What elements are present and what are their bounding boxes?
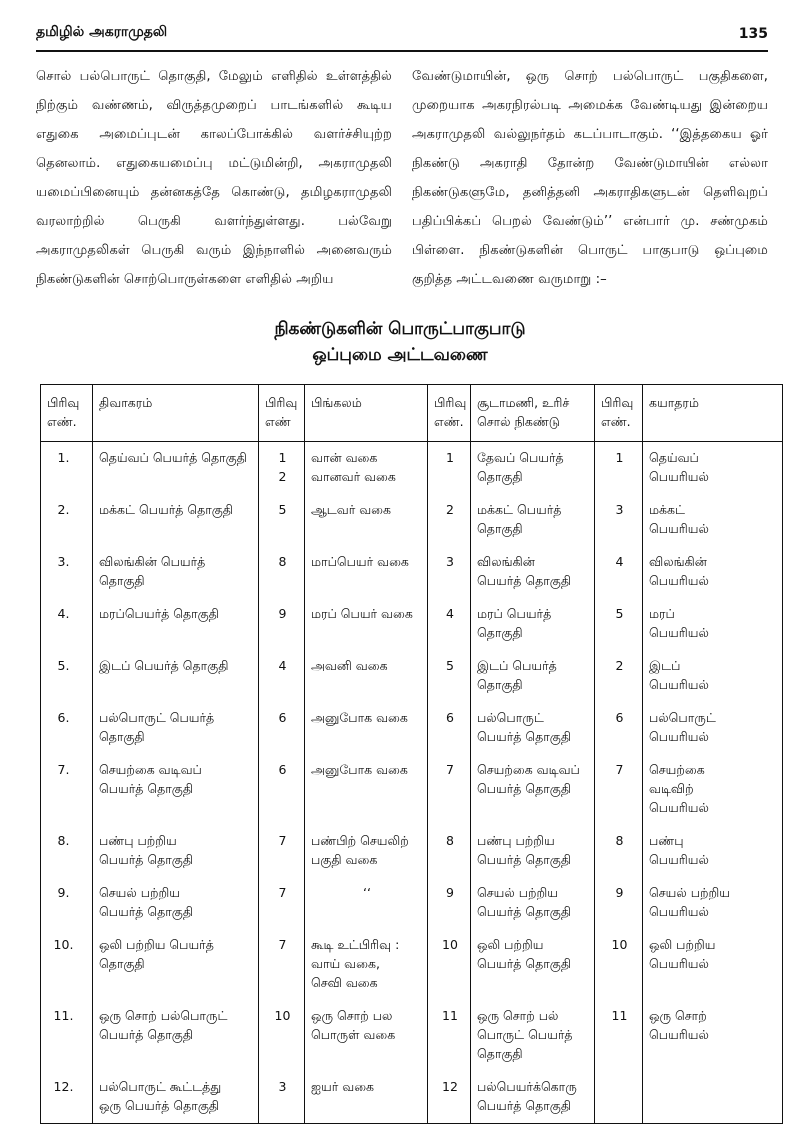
cell-text: தொகுதி	[477, 521, 523, 536]
cell-text: 1	[278, 450, 287, 465]
serial-cell	[41, 442, 93, 495]
header-section-no	[428, 385, 471, 442]
cell-text: தெய்வப் பெயர்த் தொகுதி	[99, 450, 247, 465]
cell-text: பெயரியல்	[649, 521, 709, 536]
page-number: 135	[738, 26, 768, 42]
choodamani-cell	[471, 1000, 595, 1071]
cell-text: செயல் பற்றிய	[99, 885, 180, 900]
thivakaram-cell	[93, 1000, 259, 1071]
header-section-no	[41, 385, 93, 442]
cell-text: பண்பிற் செயலிற்	[311, 833, 409, 848]
table-row	[41, 494, 783, 546]
cell-text: பெயரியல்	[649, 852, 709, 867]
cell-text: பல்பொருட் பெயர்த்	[99, 710, 215, 725]
cell-text: 6	[278, 710, 287, 725]
thivakaram-cell	[93, 650, 259, 702]
table-title-line1: நிகண்டுகளின் பொருட்பாகுபாடு	[274, 319, 526, 339]
cell-text: ஐயர் வகை	[311, 1079, 375, 1094]
cell-text: பெயர்த் தொகுதி	[99, 781, 194, 796]
serial-cell	[41, 929, 93, 1000]
pingalam-cell	[305, 1071, 428, 1124]
cell-text: 8	[278, 554, 287, 569]
cell-text: பெயரியல்	[649, 904, 709, 919]
section-cell	[428, 546, 471, 598]
cell-text: பெயரியல்	[649, 956, 709, 971]
choodamani-cell	[471, 442, 595, 495]
cell-text: 10	[611, 937, 628, 952]
pingalam-cell	[305, 825, 428, 877]
cell-text: 4.	[57, 606, 70, 621]
cell-text: மரப் பெயர்த்	[477, 606, 552, 621]
kayatharam-cell	[643, 754, 783, 825]
table-row	[41, 1000, 783, 1071]
table-body	[41, 442, 783, 1124]
cell-text: ‘‘	[363, 885, 371, 900]
header-text: சொல் நிகண்டு	[477, 414, 560, 429]
section-cell	[428, 929, 471, 1000]
pingalam-cell	[305, 442, 428, 495]
cell-text: கூடி உட்பிரிவு :	[311, 937, 400, 952]
pingalam-cell	[305, 546, 428, 598]
cell-text: 7	[615, 762, 624, 777]
section-cell	[428, 442, 471, 495]
header-text: சூடாமணி, உரிச்	[477, 395, 570, 410]
section-cell	[428, 494, 471, 546]
left-column	[36, 62, 392, 294]
choodamani-cell	[471, 702, 595, 754]
table-row	[41, 929, 783, 1000]
header-text: எண்.	[47, 414, 77, 429]
section-cell	[259, 877, 305, 929]
kayatharam-cell	[643, 650, 783, 702]
cell-text: அனுபோக வகை	[311, 710, 408, 725]
cell-text: 11	[442, 1008, 458, 1023]
cell-text: 11.	[53, 1008, 74, 1023]
section-cell	[428, 825, 471, 877]
cell-text: 2.	[57, 502, 70, 517]
cell-text: 2	[278, 469, 287, 484]
cell-text: 2	[446, 502, 454, 517]
section-cell	[428, 650, 471, 702]
section-cell	[428, 877, 471, 929]
serial-cell	[41, 754, 93, 825]
cell-text: தொகுதி	[477, 469, 523, 484]
choodamani-cell	[471, 929, 595, 1000]
serial-cell	[41, 650, 93, 702]
cell-text: பல்பொருட்	[649, 710, 716, 725]
serial-cell	[41, 546, 93, 598]
cell-text: பெயர்த் தொகுதி	[477, 852, 572, 867]
cell-text: பெயர்த் தொகுதி	[99, 1027, 194, 1042]
section-cell	[259, 1000, 305, 1071]
cell-text: 9	[278, 606, 287, 621]
choodamani-cell	[471, 825, 595, 877]
cell-text: பெயர்த் தொகுதி	[477, 904, 572, 919]
section-cell	[595, 442, 643, 495]
cell-text: ஆடவர் வகை	[311, 502, 392, 517]
header-text: பிரிவு	[434, 395, 467, 410]
header-choodamani	[471, 385, 595, 442]
cell-text: 5	[615, 606, 624, 621]
cell-text: பொருள் வகை	[311, 1027, 396, 1042]
cell-text: தொகுதி	[99, 956, 145, 971]
section-cell	[259, 598, 305, 650]
cell-text: வானவர் வகை	[311, 469, 396, 484]
kayatharam-cell	[643, 494, 783, 546]
section-cell	[259, 546, 305, 598]
cell-text: 1.	[57, 450, 70, 465]
comparison-table	[40, 384, 783, 1124]
cell-text: பெயரியல்	[649, 573, 709, 588]
choodamani-cell	[471, 1071, 595, 1124]
thivakaram-cell	[93, 702, 259, 754]
book-title: தமிழில் அகராமுதலி	[36, 24, 168, 40]
table-row	[41, 442, 783, 495]
cell-text: வான் வகை	[311, 450, 378, 465]
cell-text: 10.	[53, 937, 74, 952]
table-title-line2: ஒப்புமை அட்டவணை	[312, 345, 488, 365]
section-cell	[428, 1000, 471, 1071]
cell-text: மரப் பெயர் வகை	[311, 606, 413, 621]
cell-text: தேவப் பெயர்த்	[477, 450, 564, 465]
section-cell	[428, 702, 471, 754]
header-pingalam	[305, 385, 428, 442]
cell-text: வாய் வகை,	[311, 956, 380, 971]
cell-text: 9	[446, 885, 454, 900]
cell-text: தொகுதி	[477, 625, 523, 640]
cell-text: பெயர்த் தொகுதி	[477, 956, 572, 971]
cell-text: விலங்கின் பெயர்த்	[99, 554, 206, 569]
serial-cell	[41, 702, 93, 754]
serial-cell	[41, 494, 93, 546]
cell-text: பெயரியல்	[649, 469, 709, 484]
kayatharam-cell	[643, 598, 783, 650]
cell-text: பெயர்த் தொகுதி	[477, 781, 572, 796]
cell-text: பெயர்த் தொகுதி	[99, 904, 194, 919]
cell-text: பெயர்த் தொகுதி	[477, 1098, 572, 1113]
cell-text: 5.	[57, 658, 70, 673]
kayatharam-cell	[643, 1000, 783, 1071]
pingalam-cell	[305, 877, 428, 929]
thivakaram-cell	[93, 877, 259, 929]
pingalam-cell	[305, 650, 428, 702]
serial-cell	[41, 598, 93, 650]
section-cell	[595, 825, 643, 877]
cell-text: பெயரியல்	[649, 729, 709, 744]
cell-text: 7	[446, 762, 454, 777]
serial-cell	[41, 877, 93, 929]
section-cell	[595, 754, 643, 825]
cell-text: 7.	[57, 762, 70, 777]
choodamani-cell	[471, 650, 595, 702]
cell-text: அனுபோக வகை	[311, 762, 408, 777]
section-cell	[428, 598, 471, 650]
cell-text: பல்பொருட்	[477, 710, 544, 725]
cell-text: 4	[446, 606, 454, 621]
kayatharam-cell	[643, 546, 783, 598]
section-cell	[595, 650, 643, 702]
cell-text: 9	[615, 885, 624, 900]
section-cell	[595, 929, 643, 1000]
pingalam-cell	[305, 754, 428, 825]
cell-text: 10	[274, 1008, 291, 1023]
cell-text: ஒரு சொற் பல்	[477, 1008, 559, 1023]
section-cell	[595, 1000, 643, 1071]
cell-text: 8	[615, 833, 624, 848]
header-kayatharam	[643, 385, 783, 442]
header-text: பிரிவு	[47, 395, 80, 410]
cell-text: ஒரு பெயர்த் தொகுதி	[99, 1098, 220, 1113]
cell-text: தொகுதி	[477, 677, 523, 692]
section-cell	[595, 877, 643, 929]
left-paragraph: சொல் பல்பொருட் தொகுதி, மேலும் எளிதில் உள்ளத்தில் நிற்கும் வண்ணம், விருத்தமுறைப் பாடங்களில் கூடிய எதுகை அமைப்புடன் காலப்போக்கில் வளர்ச்சியுற்ற தெனலாம். எதுகையமைப்பு மட்டுமின்றி, அகராமுதலி யமைப்பினையும் தன்னகத்தே கொண்டு, தமிழகராமுதலி வரலாற்றில் பெருகி வளர்ந்துள்ளது. பல்வேறு அகராமுதலிகள் பெருகி வரும் இந்நாளில் அனைவரும் நிகண்டுகளின் சொற்பொருள்களை எளிதில் அறிய	[36, 69, 392, 287]
choodamani-cell	[471, 598, 595, 650]
choodamani-cell	[471, 546, 595, 598]
cell-text: 3.	[57, 554, 70, 569]
header-text: எண்.	[601, 414, 631, 429]
cell-text: 9.	[57, 885, 70, 900]
pingalam-cell	[305, 598, 428, 650]
cell-text: தொகுதி	[477, 1046, 523, 1061]
header-text: எண்	[265, 414, 291, 429]
section-cell	[595, 546, 643, 598]
thivakaram-cell	[93, 546, 259, 598]
cell-text: பெயர்த் தொகுதி	[477, 729, 572, 744]
cell-text: மாப்பெயர் வகை	[311, 554, 409, 569]
thivakaram-cell	[93, 1071, 259, 1124]
section-cell	[259, 494, 305, 546]
cell-text: 5	[278, 502, 287, 517]
cell-text: செயற்கை வடிவப்	[99, 762, 202, 777]
header-section-no	[259, 385, 305, 442]
cell-text: ஒலி பற்றிய	[649, 937, 716, 952]
kayatharam-cell	[643, 442, 783, 495]
header-thivakaram	[93, 385, 259, 442]
cell-text: அவனி வகை	[311, 658, 388, 673]
serial-cell	[41, 1071, 93, 1124]
cell-text: தொகுதி	[99, 573, 145, 588]
cell-text: செயல் பற்றிய	[477, 885, 558, 900]
header-text: பிரிவு	[601, 395, 634, 410]
cell-text: பண்பு பற்றிய	[99, 833, 177, 848]
cell-text: 6	[446, 710, 454, 725]
section-cell	[595, 494, 643, 546]
cell-text: 8	[446, 833, 454, 848]
table-row	[41, 598, 783, 650]
table-header-row	[41, 385, 783, 442]
cell-text: 5	[446, 658, 454, 673]
cell-text: 1	[446, 450, 454, 465]
serial-cell	[41, 825, 93, 877]
kayatharam-cell	[643, 825, 783, 877]
cell-text: 7	[278, 833, 287, 848]
section-cell	[259, 754, 305, 825]
cell-text: ஒலி பற்றிய பெயர்த்	[99, 937, 214, 952]
section-cell	[259, 442, 305, 495]
cell-text: மரப்	[649, 606, 675, 621]
thivakaram-cell	[93, 929, 259, 1000]
cell-text: 6	[278, 762, 287, 777]
cell-text: பெயரியல்	[649, 800, 709, 815]
pingalam-cell	[305, 1000, 428, 1071]
cell-text: 12	[442, 1079, 458, 1094]
cell-text: ஒரு சொற் பல்பொருட்	[99, 1008, 228, 1023]
section-cell	[595, 598, 643, 650]
cell-text: தொகுதி	[99, 729, 145, 744]
cell-text: பண்பு	[649, 833, 684, 848]
table-row	[41, 825, 783, 877]
thivakaram-cell	[93, 494, 259, 546]
choodamani-cell	[471, 754, 595, 825]
cell-text: பல்பெயர்க்கொரு	[477, 1079, 577, 1094]
cell-text: மரப்பெயர்த் தொகுதி	[99, 606, 219, 621]
cell-text: 8.	[57, 833, 70, 848]
pingalam-cell	[305, 702, 428, 754]
right-column	[412, 62, 768, 294]
cell-text: மக்கட் பெயர்த் தொகுதி	[99, 502, 234, 517]
table-title	[0, 316, 800, 368]
cell-text: பெயர்த் தொகுதி	[99, 852, 194, 867]
kayatharam-cell	[643, 929, 783, 1000]
cell-text: இடப் பெயர்த் தொகுதி	[99, 658, 229, 673]
cell-text: பெயரியல்	[649, 677, 709, 692]
cell-text: இடப் பெயர்த்	[477, 658, 557, 673]
cell-text: 6	[615, 710, 624, 725]
table-row	[41, 1071, 783, 1124]
section-cell	[428, 754, 471, 825]
table-row	[41, 546, 783, 598]
cell-text: பண்பு பற்றிய	[477, 833, 555, 848]
table-row	[41, 702, 783, 754]
header-section-no	[595, 385, 643, 442]
kayatharam-cell	[643, 1071, 783, 1124]
serial-cell	[41, 1000, 93, 1071]
section-cell	[259, 650, 305, 702]
cell-text: 1	[615, 450, 624, 465]
cell-text: 7	[278, 885, 287, 900]
thivakaram-cell	[93, 754, 259, 825]
cell-text: மக்கட்	[649, 502, 685, 517]
cell-text: மக்கட் பெயர்த்	[477, 502, 562, 517]
cell-text: 7	[278, 937, 287, 952]
cell-text: விலங்கின்	[477, 554, 535, 569]
pingalam-cell	[305, 929, 428, 1000]
cell-text: பெயரியல்	[649, 625, 709, 640]
body-text	[36, 62, 768, 294]
kayatharam-cell	[643, 877, 783, 929]
choodamani-cell	[471, 494, 595, 546]
table-row	[41, 877, 783, 929]
header-text: கயாதரம்	[649, 395, 699, 410]
cell-text: 2	[615, 658, 624, 673]
section-cell	[259, 929, 305, 1000]
cell-text: தெய்வப்	[649, 450, 699, 465]
cell-text: ஒரு சொற்	[649, 1008, 707, 1023]
cell-text: 3	[446, 554, 454, 569]
cell-text: இடப்	[649, 658, 681, 673]
cell-text: 6.	[57, 710, 70, 725]
section-cell	[428, 1071, 471, 1124]
right-paragraph: வேண்டுமாயின், ஒரு சொற் பல்பொருட் பகுதிகளை, முறையாக அகரநிரல்படி அமைக்க வேண்டியது இன்றைய அகராமுதலி வல்லுநர்தம் கடப்பாடாகும். ‘‘இத்தகைய ஓர் நிகண்டு அகராதி தோன்ற வேண்டுமாயின் எல்லா நிகண்டுகளுமே, தனித்தனி அகராதிகளுடன் தெளிவுறப் பதிப்பிக்கப் பெறல் வேண்டும்’’ என்பார் மு. சண்முகம் பிள்ளை. நிகண்டுகளின் பொருட் பாகுபாடு ஒப்புமை குறித்த அட்டவணை வருமாறு :–	[412, 69, 768, 287]
section-cell	[259, 702, 305, 754]
cell-text: 4	[615, 554, 624, 569]
cell-text: செயல் பற்றிய	[649, 885, 730, 900]
cell-text: செவி வகை	[311, 975, 378, 990]
header-text: பிங்கலம்	[311, 395, 362, 410]
cell-text: 3	[278, 1079, 287, 1094]
section-cell	[595, 1071, 643, 1124]
cell-text: ஒரு சொற் பல	[311, 1008, 393, 1023]
cell-text: பெயர்த் தொகுதி	[477, 573, 572, 588]
cell-text: பல்பொருட் கூட்டத்து	[99, 1079, 222, 1094]
cell-text: விலங்கின்	[649, 554, 707, 569]
cell-text: செயற்கை	[649, 762, 705, 777]
cell-text: 12.	[53, 1079, 74, 1094]
header-text: பிரிவு	[265, 395, 298, 410]
choodamani-cell	[471, 877, 595, 929]
thivakaram-cell	[93, 598, 259, 650]
header-text: எண்.	[434, 414, 464, 429]
cell-text: செயற்கை வடிவப்	[477, 762, 580, 777]
cell-text: பொருட் பெயர்த்	[477, 1027, 573, 1042]
section-cell	[259, 825, 305, 877]
running-header	[36, 24, 768, 52]
cell-text: பெயரியல்	[649, 1027, 709, 1042]
cell-text: 11	[611, 1008, 628, 1023]
thivakaram-cell	[93, 825, 259, 877]
thivakaram-cell	[93, 442, 259, 495]
pingalam-cell	[305, 494, 428, 546]
cell-text: 3	[615, 502, 624, 517]
header-text: திவாகரம்	[99, 395, 153, 410]
cell-text: பகுதி வகை	[311, 852, 378, 867]
section-cell	[259, 1071, 305, 1124]
cell-text: 10	[442, 937, 458, 952]
table-row	[41, 650, 783, 702]
section-cell	[595, 702, 643, 754]
table-row	[41, 754, 783, 825]
cell-text: 4	[278, 658, 287, 673]
cell-text: ஒலி பற்றிய	[477, 937, 544, 952]
kayatharam-cell	[643, 702, 783, 754]
cell-text: வடிவிற்	[649, 781, 694, 796]
